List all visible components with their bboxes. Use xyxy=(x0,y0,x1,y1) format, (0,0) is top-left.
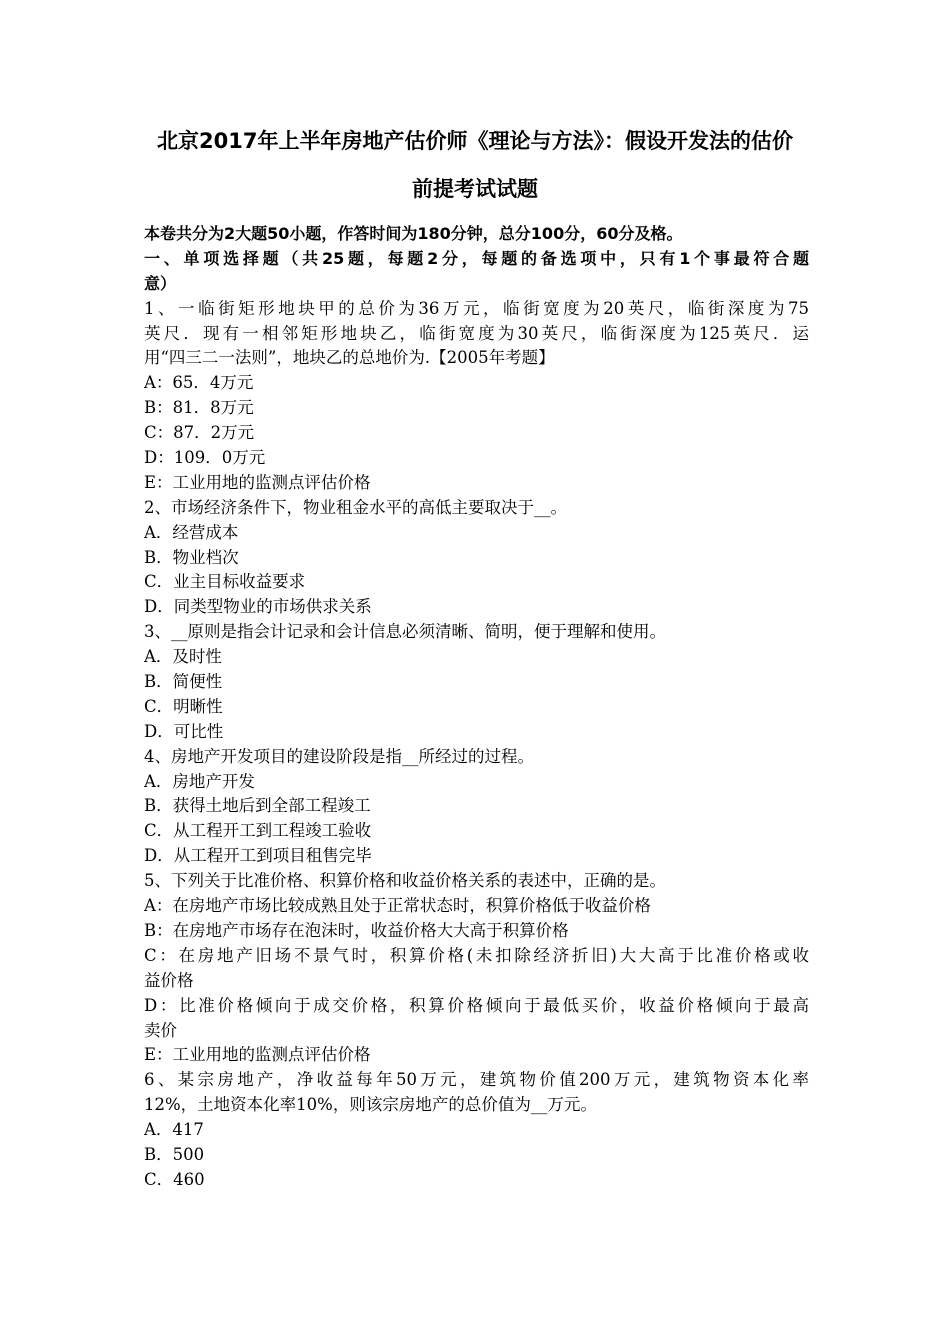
question-2 xyxy=(144,496,809,620)
answer-option: E：工业用地的监测点评估价格 xyxy=(144,1045,371,1065)
question-5 xyxy=(144,869,809,1068)
answer-option: B：81．8万元 xyxy=(144,398,254,418)
question-1 xyxy=(144,297,809,496)
answer-option: B：在房地产市场存在泡沫时，收益价格大大高于积算价格 xyxy=(144,920,569,940)
answer-option: C．460 xyxy=(144,1169,205,1189)
answer-option: D．从工程开工到项目租售完毕 xyxy=(144,846,372,866)
answer-option: C．明晰性 xyxy=(144,696,223,716)
answer-option: B．物业档次 xyxy=(144,547,239,567)
answer-option: B．简便性 xyxy=(144,672,223,692)
question-stem-line: 5、下列关于比准价格、积算价格和收益价格关系的表述中，正确的是。 xyxy=(144,871,666,891)
answer-option: C．业主目标收益要求 xyxy=(144,572,306,592)
answer-option: E：工业用地的监测点评估价格 xyxy=(144,472,371,492)
question-stem-line: 1、一临街矩形地块甲的总价为36万元，临街宽度为20英尺，临街深度为75 xyxy=(144,298,809,318)
question-6 xyxy=(144,1068,809,1192)
question-stem-line: 2、市场经济条件下，物业租金水平的高低主要取决于__。 xyxy=(144,497,567,517)
answer-option-continued: 卖价 xyxy=(144,1020,177,1040)
answer-option: D．同类型物业的市场供求关系 xyxy=(144,597,372,617)
answer-option: D：109．0万元 xyxy=(144,448,266,468)
answer-option: A：在房地产市场比较成熟且处于正常状态时，积算价格低于收益价格 xyxy=(144,896,651,916)
question-3 xyxy=(144,620,809,744)
question-stem-line: 4、房地产开发项目的建设阶段是指__所经过的过程。 xyxy=(144,746,534,766)
document-body xyxy=(144,222,809,1193)
answer-option: A．及时性 xyxy=(144,647,222,667)
answer-option: C：在房地产旧场不景气时，积算价格(未扣除经济折旧)大大高于比准价格或收 xyxy=(144,945,809,965)
document-title-line-2: 前提考试试题 xyxy=(412,177,538,201)
answer-option: C：87．2万元 xyxy=(144,423,255,443)
exam-intro: 本卷共分为2大题50小题，作答时间为180分钟，总分100分，60分及格。 xyxy=(144,224,683,243)
question-stem-line: 6、某宗房地产，净收益每年50万元，建筑物价值200万元，建筑物资本化率 xyxy=(144,1070,809,1090)
answer-option-continued: 益价格 xyxy=(144,970,194,990)
answer-option: D．可比性 xyxy=(144,721,224,741)
question-stem-line: 英尺．现有一相邻矩形地块乙，临街宽度为30英尺，临街深度为125英尺．运 xyxy=(144,323,809,343)
question-stem-line: 12%，土地资本化率10%，则该宗房地产的总价值为__万元。 xyxy=(144,1095,597,1115)
answer-option: A．经营成本 xyxy=(144,522,239,542)
answer-option: A．417 xyxy=(144,1120,204,1140)
answer-option: A：65．4万元 xyxy=(144,373,254,393)
section-heading: 一、单项选择题（共25题，每题2分，每题的备选项中，只有1个事最符合题 xyxy=(144,248,809,268)
question-4 xyxy=(144,745,809,869)
question-stem-line: 3、__原则是指会计记录和会计信息必须清晰、简明，便于理解和使用。 xyxy=(144,622,666,642)
answer-option: A．房地产开发 xyxy=(144,771,255,791)
answer-option: B．获得土地后到全部工程竣工 xyxy=(144,796,371,816)
answer-option: C．从工程开工到工程竣工验收 xyxy=(144,821,372,841)
answer-option: D：比准价格倾向于成交价格，积算价格倾向于最低买价，收益价格倾向于最高 xyxy=(144,995,809,1015)
answer-option: B．500 xyxy=(144,1144,205,1164)
question-stem-line: 用“四三二一法则”，地块乙的总地价为.【2005年考题】 xyxy=(144,348,555,368)
document-title-line-1: 北京2017年上半年房地产估价师《理论与方法》：假设开发法的估价 xyxy=(157,129,793,153)
section-heading-continued: 意） xyxy=(144,273,177,293)
